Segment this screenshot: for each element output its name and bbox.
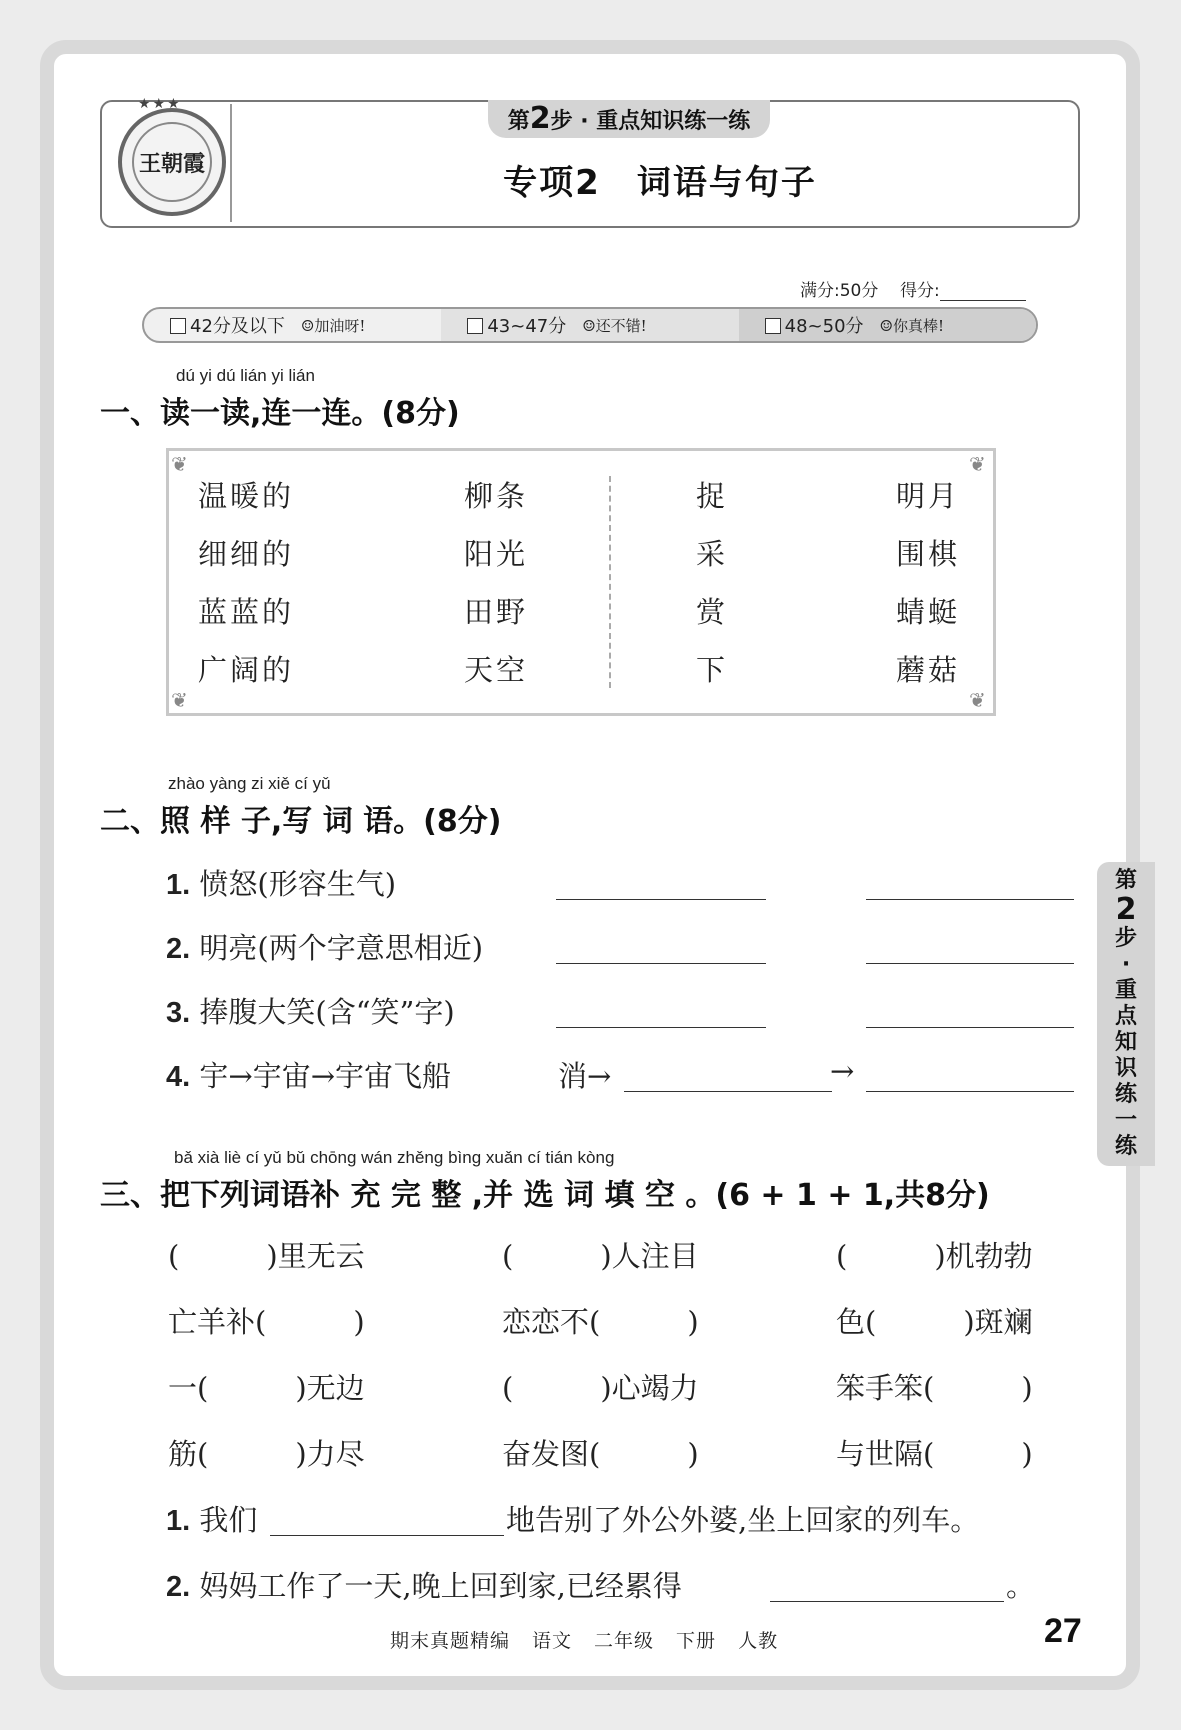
rating-range-text: 43~47分 (487, 316, 567, 337)
match-word[interactable]: 下 (696, 653, 729, 687)
match-word[interactable]: 围棋 (896, 537, 961, 571)
match-word[interactable]: 采 (696, 537, 729, 571)
checkbox[interactable] (765, 318, 781, 334)
footer-text: 语文 (532, 1630, 573, 1652)
match-word[interactable]: 广阔的 (198, 653, 295, 687)
q2-heading: 二、照 样 子,写 词 语。(8分) (100, 804, 502, 839)
footer (390, 1626, 800, 1653)
match-word[interactable]: 天空 (464, 653, 529, 687)
footer-text: 下册 (676, 1630, 717, 1652)
q1-pinyin: dú yi dú lián yi lián (176, 366, 315, 385)
q2-pinyin: zhào yàng zi xiě cí yǔ (168, 774, 331, 793)
item-number: 2. (166, 933, 191, 965)
match-word[interactable]: 赏 (696, 595, 729, 629)
fill-idiom[interactable]: 一( )无边 (168, 1371, 365, 1405)
side-tab-char: 知 (1114, 1030, 1137, 1055)
rating-range (765, 312, 864, 338)
checkbox[interactable] (467, 318, 483, 334)
side-tab-char: 识 (1114, 1056, 1137, 1081)
rating-segment (739, 309, 1036, 341)
rating-range (170, 312, 285, 338)
answer-blank[interactable] (556, 1026, 766, 1028)
item-text: 愤怒(形容生气) (199, 867, 397, 901)
fill-idiom[interactable]: 恋恋不( ) (502, 1305, 699, 1339)
match-word[interactable]: 捉 (696, 479, 729, 513)
fill-idiom[interactable]: 色( )斑斓 (836, 1305, 1033, 1339)
q2-item (166, 862, 396, 903)
brand-logo (118, 96, 226, 216)
fill-idiom[interactable]: 亡羊补( ) (168, 1305, 365, 1339)
match-divider (609, 476, 611, 688)
full-score-label: 满分:50分 (800, 281, 879, 301)
match-word[interactable]: 细细的 (198, 537, 295, 571)
q2-item (166, 990, 455, 1031)
fill-idiom[interactable]: 笨手笨( ) (836, 1371, 1033, 1405)
sentence-2 (166, 1564, 682, 1605)
fill-idiom[interactable]: ( )心竭力 (502, 1371, 699, 1405)
q2-item (166, 926, 483, 967)
footer-text: 人教 (738, 1630, 779, 1652)
item-text: 捧腹大笑(含“笑”字) (199, 995, 455, 1029)
item-number: 1. (166, 869, 191, 901)
rating-note: ☺加油呀! (300, 316, 366, 335)
answer-blank[interactable] (770, 1600, 1004, 1602)
side-tab-char: 重 (1114, 978, 1137, 1003)
side-tab-char: 第 (1114, 868, 1137, 893)
step-number: 2 (529, 101, 551, 136)
match-word[interactable]: 蘑菇 (896, 653, 961, 687)
rating-range (467, 312, 566, 338)
item4-arrow: → (830, 1054, 855, 1088)
step-prefix: 第 (507, 109, 530, 134)
side-step-tab (1097, 862, 1155, 1166)
item-number: 1. (166, 1505, 191, 1537)
sentence-1 (166, 1498, 257, 1539)
side-tab-char: 练 (1114, 1082, 1137, 1107)
item-number: 2. (166, 1571, 191, 1603)
fill-idiom[interactable]: 与世隔( ) (836, 1437, 1033, 1471)
fill-idiom[interactable]: ( )里无云 (168, 1239, 365, 1273)
rating-segment (441, 309, 738, 341)
step-suffix: 步 · 重点知识练一练 (550, 109, 751, 134)
side-tab-char: · (1121, 952, 1131, 977)
got-score-label: 得分: (899, 281, 940, 301)
score-blank[interactable] (940, 283, 1026, 301)
q3-pinyin: bǎ xià liè cí yǔ bǔ chōng wán zhěng bìng xuǎn cí tián kòng (174, 1148, 615, 1167)
corner-ornament-icon: ❦ (171, 452, 188, 476)
q1-heading: 一、读一读,连一连。(8分) (100, 396, 460, 431)
q3-heading: 三、把下列词语补 充 完 整 ,并 选 词 填 空 。(6 + 1 + 1,共8分) (100, 1178, 990, 1213)
score-line (800, 276, 1026, 301)
match-word[interactable]: 蓝蓝的 (198, 595, 295, 629)
fill-idiom[interactable]: 筋( )力尽 (168, 1437, 365, 1471)
item-number: 3. (166, 997, 191, 1029)
item-text: 宇→宇宙→宇宙飞船 (199, 1059, 452, 1093)
rating-range-text: 48~50分 (784, 316, 864, 337)
answer-blank[interactable] (866, 1026, 1074, 1028)
answer-blank[interactable] (270, 1534, 504, 1536)
side-tab-char: 一 (1114, 1108, 1137, 1133)
answer-blank[interactable] (556, 898, 766, 900)
fill-idiom[interactable]: 奋发图( ) (502, 1437, 699, 1471)
rating-segment (144, 309, 441, 341)
sentence-end: 。 (1006, 1569, 1036, 1603)
side-tab-number: 2 (1115, 892, 1137, 927)
rating-note: ☺还不错! (582, 316, 647, 335)
rating-note-text: 加油呀! (314, 316, 366, 335)
answer-blank[interactable] (866, 1090, 1074, 1092)
footer-text: 二年级 (594, 1630, 655, 1652)
fill-idiom[interactable]: ( )人注目 (502, 1239, 699, 1273)
q2-item (166, 1054, 451, 1095)
match-word[interactable]: 阳光 (464, 537, 529, 571)
sentence-text: 妈妈工作了一天,晚上回到家,已经累得 (199, 1569, 682, 1603)
answer-blank[interactable] (866, 962, 1074, 964)
rating-note-text: 你真棒! (893, 316, 945, 335)
rating-note-text: 还不错! (595, 316, 647, 335)
answer-blank[interactable] (866, 898, 1074, 900)
logo-text: 王朝霞 (132, 122, 212, 202)
corner-ornament-icon: ❦ (969, 452, 986, 476)
logo-stars-icon: ★★★ (138, 96, 182, 112)
footer-text: 期末真题精编 (390, 1630, 511, 1652)
side-tab-char: 练 (1114, 1134, 1137, 1159)
section-title: 专项2 词语与句子 (503, 163, 817, 203)
sentence-text: 我们 (199, 1503, 258, 1537)
rating-range-text: 42分及以下 (190, 316, 285, 337)
item-text: 明亮(两个字意思相近) (199, 931, 484, 965)
rating-bar (142, 307, 1038, 343)
match-word[interactable]: 田野 (464, 595, 529, 629)
sentence-text: 地告别了外公外婆,坐上回家的列车。 (506, 1503, 980, 1537)
match-word[interactable]: 蜻蜓 (896, 595, 961, 629)
match-word[interactable]: 柳条 (464, 479, 529, 513)
corner-ornament-icon: ❦ (171, 688, 188, 712)
page-number: 27 (1044, 1612, 1082, 1650)
item-number: 4. (166, 1061, 191, 1093)
item4-prompt: 消→ (558, 1059, 612, 1093)
rating-note: ☺你真棒! (879, 316, 945, 335)
match-word[interactable]: 明月 (896, 479, 961, 513)
fill-idiom[interactable]: ( )机勃勃 (836, 1239, 1033, 1273)
corner-ornament-icon: ❦ (969, 688, 986, 712)
side-tab-char: 步 (1114, 926, 1137, 951)
header-divider (230, 104, 232, 222)
step-tab (488, 100, 770, 138)
match-word[interactable]: 温暖的 (198, 479, 295, 513)
checkbox[interactable] (170, 318, 186, 334)
answer-blank[interactable] (556, 962, 766, 964)
side-tab-char: 点 (1114, 1004, 1137, 1029)
answer-blank[interactable] (624, 1090, 832, 1092)
